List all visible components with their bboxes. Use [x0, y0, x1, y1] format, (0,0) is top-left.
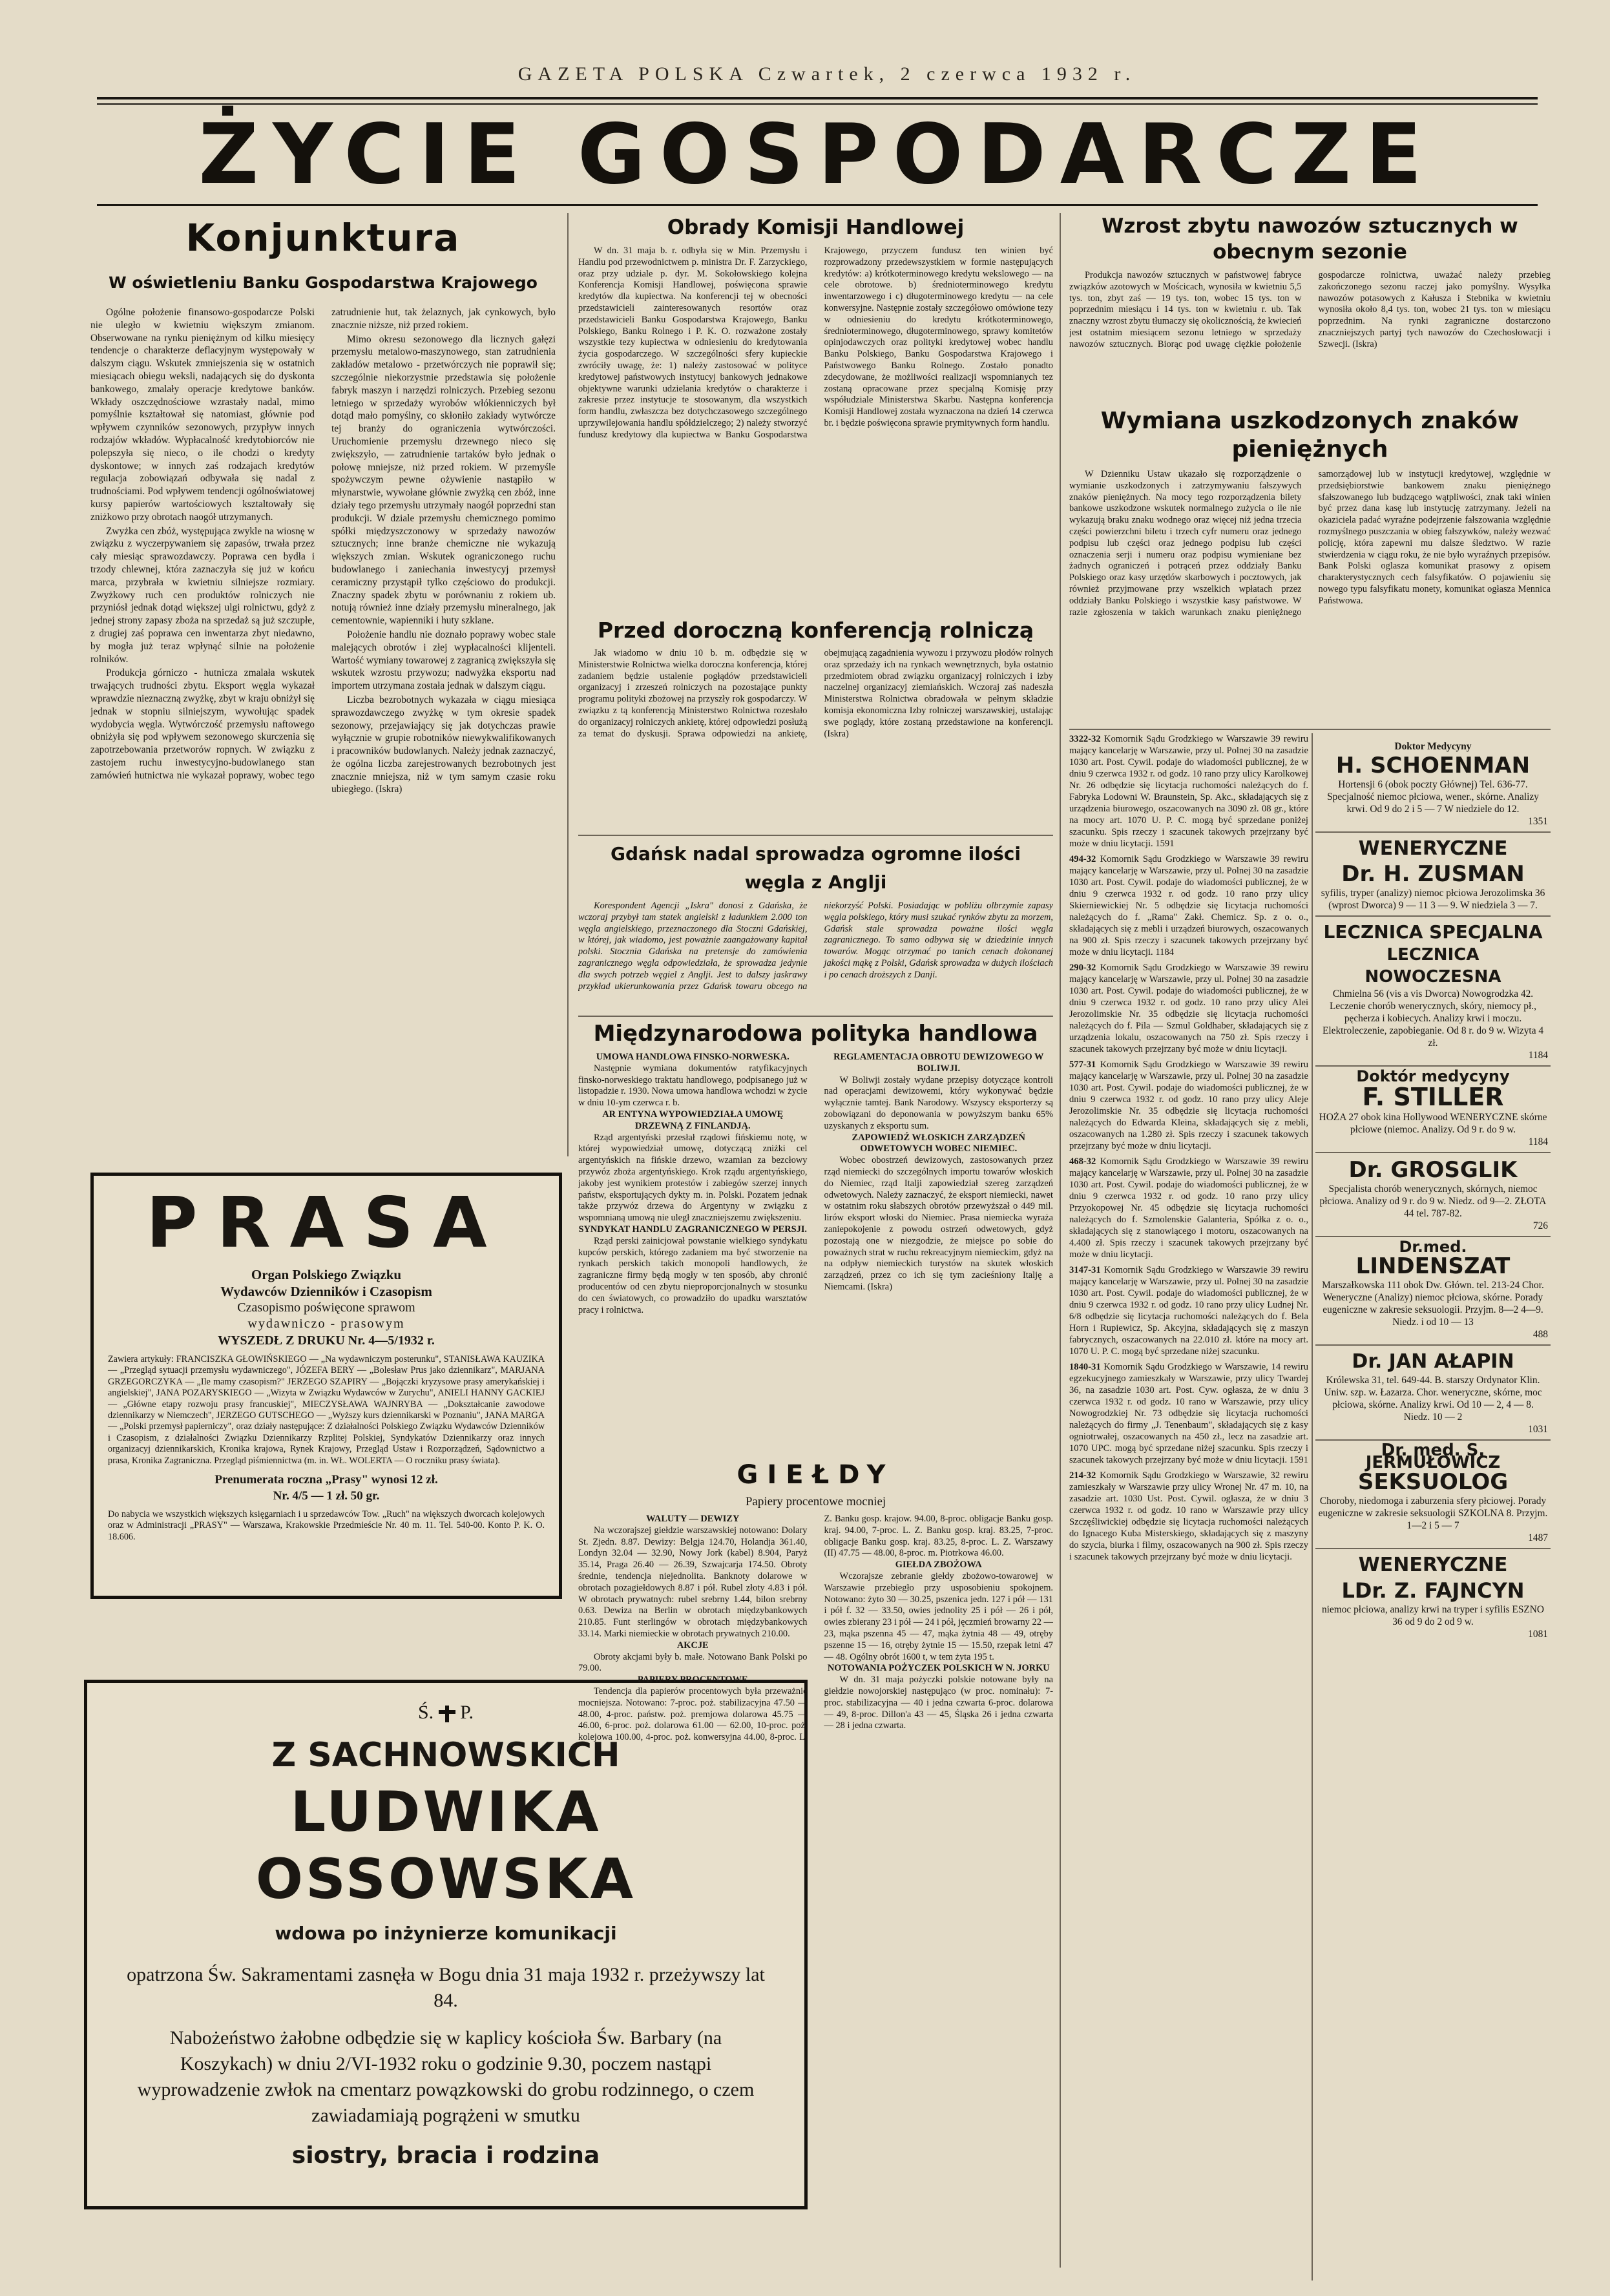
- konjunktura-body: [90, 306, 556, 796]
- doctor-ad: [1315, 1237, 1551, 1346]
- ad-top: WENERYCZNE: [1358, 837, 1508, 860]
- ad-top: Doktor Medycyny: [1394, 741, 1472, 752]
- konjunktura-title: Konjunktura: [185, 216, 461, 260]
- konferencja-article: [578, 617, 1053, 833]
- ad-body: Hortensji 6 (obok poczty Głównej) Tel. 636-77. Specjalność niemoc płciowa, wener., skórne. Analizy krwi. Od 9 do 2 i 5 — 7 W niedziele do 12.: [1327, 779, 1539, 815]
- ad-name: LECZNICA NOWOCZESNA: [1364, 945, 1501, 986]
- prasa-price: Prenumerata roczna „Prasy" wynosi 12 zł.: [214, 1473, 438, 1487]
- court-notice: [1069, 1059, 1308, 1152]
- court-notice: [1069, 733, 1308, 850]
- paragraph: Rząd argentyński przesłał rządowi fińskiemu notę, w której wypowiedział umowę, dotyczącą zniżki cel argentyńskich na fińskie drzewo, wzamian za bezcłowy przywóz zboża argentyńskiego. Krok rządu argentyńskiego, jakoby jest wynikiem protestów i zabiegów szerzej innych państw, eksportujących dykty m. in. Polski. Pozatem jednak także przywóz drzewa do Argentyny w związku z wspomnianą umową nie uległ znaczniejszemu zwiększeniu.: [578, 1132, 808, 1224]
- cross-caption-right: P.: [460, 1702, 474, 1723]
- paragraph: Następnie wymiana dokumentów ratyfikacyjnych finsko-norweskiego traktatu handlowego, podpisanego już w listopadzie r. 1930. Nowa umowa handlowa wchodzi w życie w dniu 10-ym czerwca r. b.: [578, 1063, 808, 1109]
- ad-body: Chmielna 56 (vis a vis Dworca) Nowogrodzka 42. Leczenie chorób wenerycznych, skóry, niemocy pł., pęcherza i kobiecych. Analizy krwi i moczu. Elektroleczenie, zapobieganie. Od 8 r. do 9 w. Wizyta 4 zł.: [1322, 988, 1544, 1049]
- prasa-line: wydawniczo - prasowym: [247, 1317, 405, 1331]
- court-notice: [1069, 1264, 1308, 1357]
- court-notice: [1069, 1156, 1308, 1260]
- subheading: UMOWA HANDLOWA FINSKO-NORWESKA.: [596, 1052, 789, 1062]
- gieldy-section: [578, 1457, 1053, 2277]
- doctor-ad: [1315, 1549, 1551, 1644]
- paragraph: Obroty akcjami były b. małe. Notowano Bank Polski po 79.00.: [578, 1651, 808, 1674]
- ad-code: 1031: [1528, 1424, 1548, 1435]
- ad-code: 1184: [1528, 1050, 1548, 1061]
- ad-name: SEKSUOLOG: [1357, 1469, 1509, 1495]
- subheading: ZAPOWIEDŹ WŁOSKICH ZARZĄDZEŃ ODWETOWYCH WOBEC NIEMIEC.: [852, 1132, 1025, 1154]
- notice-text: Komornik Sądu Grodzkiego w Warszawie 39 rewiru mający kancelarję w Warszawie, przy ul. Polnej 30 na zasadzie 1030 art. Post. Cywil. podaje do wiadomości publicznej, że w dniu 9 czerwca 1932 r. od godz. 10 rano przy ulicy Przyokopowej Nr. 45 odbędzie się licytacja ruchomości należących do f. Szmolenskie Galanteria, Spółka z o. o., składających się z stanowiącego i motoru, oszacowanych na 4.400 zł. Spis rzeczy i szacunek takowych przejrzany być może w dniu licytacji.: [1069, 1156, 1308, 1260]
- konferencja-title: Przed doroczną konferencją rolniczą: [597, 618, 1034, 643]
- paragraph: Produkcja nawozów sztucznych w państwowej fabryce związków azotowych w Mościcach, wynosiła w kwietniu 5,5 tys. ton, zbyt zaś — 19 tys. ton, wobec 15 tys. ton w poprzednim miesiącu i 14 tys. ton w kwietniu r. ub. Tak znaczny wzrost zbytu tłumaczy się okolicznością, że kwiecień jest ostatnim miesiącem sezonu letniego w sprzedaży nawozów sztucznych. Biorąc pod uwagę ciężkie położenie gospodarcze rolnictwa, uważać należy przebieg zakończonego sezonu raczej jako pomyślny. Wysyłka nawozów potasowych z Kałusza i Stebnika w kwietniu wynosiła około 8,4 tys. ton, wobec 21 tys. ton w miesiącu poprzednim. Na rynki zagraniczne dostarczono znaczniejszych partyj tych nawozów do Czechosłowacji i Szwecji. (Iskra): [1069, 270, 1551, 350]
- notice-number: 468-32: [1069, 1156, 1096, 1167]
- ad-body: Choroby, niedomoga i zaburzenia sfery płciowej. Porady eugeniczne w zakresie seksuologii SZKOLNA 8. Przyjm. 1—2 i 5 — 7: [1318, 1496, 1548, 1531]
- court-notice: [1069, 1470, 1308, 1563]
- paragraph: Korespondent Agencji „Iskra" donosi z Gdańska, że wczoraj przybył tam statek angielski z ładunkiem 2.000 ton węgla angielskiego, przeznaczonego dla Stoczni Gdańskiej, w której, jak wiadomo, jest poważnie zaangażowany kapitał polski. Stocznia Gdańska na pretensje do zamówienia zagranicznego węgla odpowiedziała, że sprowadza jedynie dla swych potrzeb węgiel z Anglji. Jest to dalszy jaskrawy przykład ukierunkowania przez Gdańsk towaru obcego na niekorzyść Polski. Posiadając w pobliżu olbrzymie zapasy węgla polskiego, który musi szukać rynków zbytu za morzem, Gdańsk stale sprowadza poważne ilości węgla zagranicznego. To samo odbywa się w dziedzinie innych towarów. Mogąc otrzymać po tanich cenach dokonanej jakości mąkę z Polski, Gdańsk sprowadza w dużych ilościach i po cenach droższych z Danji.: [578, 901, 1053, 992]
- notice-number: 3322-32: [1069, 734, 1101, 744]
- nawozy-title: Wzrost zbytu nawozów sztucznych w obecnym sezonie: [1102, 214, 1518, 264]
- prasa-line: Wydawców Dzienników i Czasopism: [220, 1284, 432, 1299]
- doctor-ad: [1315, 1153, 1551, 1237]
- gieldy-title: GIEŁDY: [737, 1460, 895, 1490]
- nawozy-body: [1069, 270, 1551, 351]
- obrady-body: [578, 245, 1053, 441]
- paragraph: Liczba bezrobotnych wykazała w ciągu miesiąca sprawozdawczego zwyżkę w tym okresie spadek sezonowy, przejawiający się jak dotychczas prawie wyłącznie w grupie robotników niewykwalifikowanych i pracowników budowlanych. Należy jednak zaznaczyć, że ogólna liczba zarejestrowanych bezrobotnych jest znacznie mniejsza, niż w tym samym czasie roku ubiegłego. (Iskra): [331, 694, 556, 795]
- paragraph: Rząd perski zainicjował powstanie wielkiego syndykatu kupców perskich, którego zadaniem ma być stworzenie na rynkach perskich takich monopoli handlowych, że zagraniczne firmy będą mogły w ten sposób, aby chronić producentów od cen zbytu nieproporcjonalnych w stosunku do cen światowych, co prowadziło do upadku warsztatów pracy i rolnictwa.: [578, 1235, 808, 1315]
- ad-top: LECZNICA SPECJALNA: [1323, 921, 1543, 943]
- subheading: REGLAMENTACJA OBROTU DEWIZOWEGO W BOLIWJI.: [833, 1052, 1044, 1074]
- paragraph: Ogólne położenie finansowo-gospodarcze Polski nie uległo w kwietniu większym zmianom. Obserwowane na rynku pieniężnym od kilku miesięcy tendencje o charakterze deflacyjnym występowały w dalszym ciągu. Wskutek zmniejszenia się w ostatnich miesiącach obiegu weksli, nadających się do dyskonta bankowego, zmalały operacje kredytowe banków. Wkłady oszczędnościowe wzrastały nadal, mimo pomyślnie kształtował się natomiast, głównie pod wpływem czynników sezonowych, przypływ innych rodzajów wkładów. Wypłacalność kredytobiorców nie polepszyła się nieco, o ile chodzi o kredyty dyskontowe; w innych zaś rodzajach kredytów regulacja zobowiązań odbywała się nadal z trudnościami. Pod wpływem tendencji ogólnoświatowej kursy papierów wartościowych ksztaltowały się zniżkowo przy obrotach naogół utrzymanych.: [90, 307, 315, 523]
- subheading: AR ENTYNA WYPOWIEDZIAŁA UMOWĘ DRZEWNĄ Z FINLANDJĄ.: [602, 1109, 784, 1131]
- notice-number: 577-31: [1069, 1059, 1096, 1070]
- paragraph: Położenie handlu nie doznało poprawy wobec stale malejących obrotów i złej wypłacalności klijenteli. Wartość wymiany towarowej z zagranicą zwiększyła się wskutek wzrostu przywozu; nadwyżka eksportu nad importem utrzymana została jednak w dalszym ciągu.: [331, 629, 556, 692]
- subheading: NOTOWANIA POŻYCZEK POLSKICH W N. JORKU: [827, 1663, 1050, 1674]
- konjunktura-article: [90, 213, 556, 1143]
- ad-code: 1351: [1528, 816, 1548, 827]
- ad-name: LINDENSZAT: [1355, 1253, 1511, 1279]
- section-title: ŻYCIE GOSPODARCZE: [198, 107, 1436, 203]
- obituary-line1: Z SACHNOWSKICH: [271, 1736, 620, 1775]
- obituary-text1: opatrzona Św. Sakramentami zasnęła w Bogu dnia 31 maja 1932 r. przeżywszy lat 84.: [127, 1964, 765, 2011]
- notice-text: Komornik Sądu Grodzkiego w Warszawie 39 rewiru mający kancelarję w Warszawie, przy ul. Polnej 30 na zasadzie 1030 art. Post. Cywil. podaje do wiadomości publicznej, że w dniu 9 czerwca 1932 r. od godz. 10 rano przy ulicy Ludnej Nr. 6/8 odbędzie się licytacja ruchomości należących do f. Bela Horn i Rupiewicz, Sp. Akcyjna, składających się z maszyn fabrycznych, oszacowanych na 22.010 zł. które na mocy art. 1070 U. P. C. mogą być sprzedane niżej szacunku.: [1069, 1265, 1308, 1357]
- prasa-line: Organ Polskiego Związku: [251, 1267, 402, 1282]
- obrady-title: Obrady Komisji Handlowej: [667, 216, 965, 239]
- ad-top: WENERYCZNE: [1358, 1554, 1508, 1576]
- miedzynarodowa-article: [578, 1019, 1053, 1433]
- ad-name: Dr. GROSGLIK: [1348, 1157, 1518, 1183]
- paragraph: Na wczorajszej giełdzie warszawskiej notowano: Dolary St. Zjedn. 8.87. Dewizy: Belgja 124.70, Holandja 361.40, Londyn 32.04 — 32.90, Nowy Jork (kabel) 8.904, Paryż 35.14, Praga 26.40 — 26.39, Szwajcarja 174.50. Obroty średnie, tendencja niejednolita. Banknoty dolarowe w obrotach pozagiełdowych 8.87 i pół. Rubel złoty 4.83 i pół. W obrotach prywatnych: rubel srebrny 1.44, bilon srebrny 0.63. Dewiza na Berlin w obrotach międzybankowych 210.85. Funt sterlingów w obrotach międzybankowych 33.14. Marki niemieckie w obrotach prywatnych 210.00.: [578, 1525, 808, 1639]
- gdansk-body: [578, 901, 1053, 992]
- cross-icon: [439, 1706, 455, 1722]
- ad-top: Doktór medycyny: [1356, 1067, 1510, 1085]
- column-rule: [1312, 733, 1313, 2280]
- paragraph: Mimo okresu sezonowego dla licznych gałęzi przemysłu metalowo-maszynowego, stan zatrudnienia zakładów metalowo - przetwórczych nie poprawił się; szczególnie niekorzystnie przedstawia się położenie fabryk maszyn i narzędzi rolniczych. Przebieg sezonu letniego w sprzedaży wyrobów włókienniczych był dotąd mało pomyślny, co skłoniło zakłady wytwórcze tej branży do ograniczenia wytwórczości. Uruchomienie przemysłu drzewnego nieco się zwiększyło, — zatrudnienie tartaków było jednak o połowę mniejsze, niż przed rokiem. W przemyśle spożywczym pewne ożywienie nastąpiło w młynarstwie, wywołane głównie zwyżką cen zbóż, inne działy tego przemysłu utrzymały naogół poprzedni stan produkcji. W dziale przemysłu chemicznego pomimo spółki międzyszczonowy w sprzedaży nawozów sztucznych; inne branże chemiczne nie wykazują większych zmian. Wskutek ograniczonego ruchu budowlanego i zaniechania inwestycyj przemysł ceramiczny przystąpił tylko częściowo do produkcji. Znaczny spadek zbytu w porównaniu z rokiem ub. notują również inne działy przemysłu mineralnego, jak cementownie, wapienniki i huty szklane.: [331, 333, 556, 627]
- doctor-ads: [1315, 736, 1551, 2280]
- doctor-ad: [1315, 917, 1551, 1067]
- ad-name: Dr. JAN AŁAPIN: [1352, 1350, 1514, 1373]
- court-notices: [1069, 733, 1308, 2280]
- obituary-text2: Nabożeństwo żałobne odbędzie się w kaplicy kościoła Św. Barbary (na Koszykach) w dniu 2/VI-1932 roku o godzinie 9.30, poczem nastąpi wyprowadzenie zwłok na cmentarz powązkowski do grobu rodzinnego, o czem zawiadamiają pogrążeni w smutku: [137, 2027, 755, 2126]
- running-head: GAZETA POLSKA Czwartek, 2 czerwca 1932 r.: [518, 63, 1136, 85]
- ad-body: Marszałkowska 111 obok Dw. Główn. tel. 213-24 Chor. Weneryczne (Analizy) niemoc płciowa, skórne. Porady eugeniczne w zakresie seksuologii. Przyjm. 8—2 4—9. Niedz. i od 10 — 13: [1322, 1280, 1544, 1328]
- gieldy-subtitle: Papiery procentowe mocniej: [745, 1495, 886, 1508]
- subheading: WALUTY — DEWIZY: [646, 1514, 740, 1524]
- obituary-line2: wdowa po inżynierze komunikacji: [275, 1923, 617, 1944]
- ad-code: 1487: [1528, 1532, 1548, 1543]
- ad-top: Dr.med.: [1399, 1238, 1467, 1256]
- ad-code: 1081: [1528, 1629, 1548, 1640]
- prasa-contents: Zawiera artykuły: FRANCISZKA GŁOWIŃSKIEGO — „Na wydawniczym posterunku", STANISŁAWA KAUZIKA — „Przegląd sytuacji przemysłu wydawniczego", JÓZEFA BERY — „Bolesław Prus jako dziennikarz", MARJANA GRZEGORCZYKA — „Ile mamy czasopism?" JERZEGO SZAPIRY — „Bojączki kryzysowe prasy amerykańskiej i angielskiej", JANA POZARYSKIEGO — „Wizyta w Związku Wydawców w Zurychu", ANIELI HANNY GACKIEJ — „Główne etapy rozwoju prasy francuskiej", MIECZYSŁAWA WAJNRYBA — „Dokształcanie zawodowe dziennikarzy w Niemczech", JERZEGO GUTSCHEGO — „Wyższy kurs dziennikarski w Poznaniu", JANA MARGA — „Polski przemysł papierniczy", oraz działy następujące: Z działalności Polskiego Związku Wydawców Dzienników i Czasopism, z działalności Związku Dziennikarzy Rzplitej Polskiej, Syndykatów Dziennikarzy oraz innych organizacyj dziennikarskich, Kronika krajowa, Rynek Krajowy, Przegląd Ustaw i Rozporządzeń, Sądownictwo a prasa, Kronika Zagraniczna. Przegląd piśmiennictwa (m. in. WŁ. WOLERTA — O roczniku prasy świata).: [108, 1354, 545, 1466]
- paragraph: Wobec obostrzeń dewizowych, zastosowanych przez rząd niemiecki do szczególnych importu towarów włoskich do Niemiec, rząd Italji zapowiedział szereg zarządzeń odwetowych. Należy zaznaczyć, że eksport niemiecki, nawet w ostatnim roku słabszych obrotów przewyższał o 449 mil. lirów eksport włoski do Niemiec. Prasa niemiecka wyraża zaniepokojenie z powodu ostrzeń odwetowych, gdyż pozostają one w niezgodzie, że miejsce po sobie do poważnych strat w ruchu rekreacyjnym niemieckim, gdyż na na odpływ niemieckich turystów na skutek włoskich zarządzeń, przez co ich się tym zacieśniony Italję a Niemcami. (Iskra): [824, 1155, 1053, 1292]
- konferencja-body: [578, 648, 1053, 740]
- gdansk-article: [578, 840, 1053, 1014]
- subheading: AKCJE: [676, 1640, 709, 1651]
- paragraph: W Boliwji zostały wydane przepisy dotyczące kontroli nad operacjami dewizowemi, który wykonywać będzie wyłącznie tamtej. Bank Narodowy. Wszyscy eksporterzy są zobowiązani do deponowania w powyższym banku 65% uzyskanych z eksportu sum.: [824, 1074, 1053, 1131]
- notice-text: Komornik Sądu Grodzkiego w Warszawie 39 rewiru mający kancelarję w Warszawie, przy ul. Polnej 30 na zasadzie 1030 art. Post. Cywil. podaje do wiadomości publicznej, że w dniu 9 czerwca 1932 r. od godz. 10 rano przy ulicy Karolkowej Nr. 26 odbędzie się licytacja ruchomości należących do f. Fabryka Lodowni W. Braunstein, Sp. Akc., składających się z urządzenia biurowego, oszacowanych na 3090 zł. 08 gr., które na mocy art. 1070 U. P. C. mogą być sprzedane poniżej szacunku. Spis rzeczy i szacunek takowych przejrzany być może w dniu licytacji. 1591: [1069, 734, 1308, 849]
- gieldy-body: [578, 1514, 1053, 1744]
- notice-text: Komornik Sądu Grodzkiego w Warszawie 39 rewiru mający kancelarję w Warszawie, przy ul. Polnej 30 na zasadzie 1030 art. Post. Cywil. podaje do wiadomości publicznej, że w dniu 9 czerwca 1932 r. od godz. 10 rano przy ulicy Aleje Jerozolimskie Nr. 35 odbędzie się licytacja ruchomości należących do Edwarda Kleina, składających się z mebli, oszacowanych na 1.280 zł. Spis rzeczy i szacunek takowych przejrzany być może w dniu licytacji.: [1069, 1059, 1308, 1151]
- doctor-ad: [1315, 736, 1551, 833]
- subheading: SYNDYKAT HANDLU ZAGRANICZNEGO W PERSJI.: [578, 1224, 808, 1235]
- notice-number: 290-32: [1069, 963, 1096, 973]
- section-rule: [578, 1016, 1053, 1017]
- prasa-title: PRASA: [146, 1183, 507, 1264]
- ad-name: LDr. Z. FAJNCYN: [1341, 1578, 1525, 1603]
- ad-code: 488: [1532, 1329, 1548, 1340]
- notice-number: 1840-31: [1069, 1362, 1101, 1372]
- ad-body: Królewska 31, tel. 649-44. B. starszy Ordynator Klin. Uniw. szp. w. Łazarza. Chor. weneryczne, skórne, moc płciowa, skórne. Analizy krwi. Od 10 — 2, 4 — 8. Niedz. 10 — 2: [1324, 1375, 1542, 1423]
- notice-text: Komornik Sądu Grodzkiego w Warszawie 39 rewiru mający kancelarję w Warszawie, przy ul. Polnej 30 na zasadzie 1030 art. Post. Cywil. podaje do wiadomości publicznej, że w dniu 9 czerwca 1932 r. od godz. 10 rano przy ulicy Skierniewickiej Nr. 5 odbędzie się licytacja ruchomości należących do f. „Rama" Zakł. Chemicz. Sp. z o. o., składających się z mebli i urządzeń biurowych, oszacowanych na 900 zł. Spis rzeczy i szacunek takowych przejrzany być może w dniu licytacji. 1184: [1069, 854, 1308, 957]
- court-notice: [1069, 853, 1308, 958]
- ad-name: Dr. H. ZUSMAN: [1341, 861, 1525, 887]
- notice-number: 214-32: [1069, 1470, 1096, 1481]
- column-rule: [1060, 213, 1061, 2268]
- znaki-body: [1069, 469, 1551, 618]
- notice-number: 3147-31: [1069, 1265, 1101, 1275]
- section-rule: [578, 835, 1053, 836]
- ad-body: Specjalista chorób wenerycznych, skórnych, niemoc płciowa. Analizy od 9 r. do 9 w. Niedz. od 9—2. ZŁOTA 44 tel. 787-82.: [1319, 1184, 1547, 1219]
- notice-text: Komornik Sądu Grodzkiego w Warszawie, 14 rewiru egzekucyjnego zamieszkały w Warszawie, przy ulicy Twardej 36, na zasadzie 1030 art. Post. Cyw. ogłasza, że w dniu 3 czerwca 1932 r. od godz. 10 rano w Warszawie, przy ulicy Nowogrodzkiej Nr. 73 odbędzie się licytacja ruchomości należących do firmy „J. Tenenbaum", składających się z kasy ogniotrwałej, oszacowanych na 450 zł., lecz na zasadzie art. 1070 UPC. mogą być sprzedane niżej szacunku. Spis rzeczy i szacunek takowych przejrzany być może w dniu licytacji. 1591: [1069, 1362, 1308, 1465]
- paragraph: Zwyżka cen zbóż, występująca zwykle na wiosnę w związku z wyczerpywaniem się zapasów, trwała przez cały miesiąc sprawozdawczy. Poprawa cen bydła i trzody chlewnej, która zaznaczyła się już w końcu marca, przybrała w kwietniu silniejsze rozmiary. Zwyżkowy ruch cen produktów rolniczych nie przyniósł jednak dotąd większej ulgi rolnictwu, gdyż z jednej strony zapasy zboża na sprzedaż są już szczupłe, z drugiej zaś poprawa cen inwentarza zbyt niedawno, by mogła już teraz wpłynąć silnie na położenie rolników.: [90, 525, 315, 665]
- prasa-issue: WYSZEDŁ Z DRUKU Nr. 4—5/1932 r.: [218, 1333, 435, 1348]
- paragraph: Produkcja górniczo - hutnicza zmalała wskutek trwających trudności zbytu. Eksport węgla wykazał wprawdzie nieznaczną zwyżkę, zbyt w kraju obniżył się jednak w stopniu silniejszym, wywołując spadek wydobycia węgla. Wytwórczość przemysłu naftowego obniżyła się pod wpływem sezonowego skurczenia się zapotrzebowania przetworów ropnych. W związku z zastojem ruchu inwestycyjno-budowlanego stan zamówień hutnictwa nie wykazał poprawy, wobec tego zatrudnienie hut, tak żelaznych, jak cynkowych, było znacznie niższe, niż przed rokiem.: [90, 307, 556, 781]
- gdansk-title: Gdańsk nadal sprowadza ogromne ilości węgla z Anglji: [611, 843, 1021, 893]
- notice-text: Komornik Sądu Grodzkiego w Warszawie 39 rewiru mający kancelarję w Warszawie, przy ul. Polnej 30 na zasadzie 1030 art. Post. Cywil. podaje do wiadomości publicznej, że w dniu 9 czerwca 1932 r. od godz. 10 rano przy ulicy Alei Jerozolimskie Nr. 35 odbędzie się licytacja ruchomości należących do f. Pila — Szmul Goldhaber, składających się z urządzenia lokalu, oszacowanych na 750 zł. Spis rzeczy i szacunek takowych przejrzany być może w dniu licytacji.: [1069, 963, 1308, 1054]
- doctor-ad: [1315, 833, 1551, 917]
- ad-body: syfilis, tryper (analizy) niemoc płciowa Jerozolimska 36 (wprost Dworca) 9 — 11 3 — 9. W niedziela 3 — 7.: [1321, 888, 1545, 911]
- notice-number: 494-32: [1069, 854, 1096, 864]
- ad-name: F. STILLER: [1362, 1083, 1504, 1111]
- ad-body: HOŻA 27 obok kina Hollywood WENERYCZNE skórne płciowe (niemoc. Analizy. Od 9 r. do 9 w.: [1319, 1112, 1547, 1135]
- ad-code: 726: [1532, 1220, 1548, 1231]
- miedzynarodowa-title: Międzynarodowa polityka handlowa: [593, 1021, 1038, 1047]
- column-rule: [567, 213, 569, 1156]
- prasa-line: Czasopismo poświęcone sprawom: [237, 1300, 415, 1315]
- konjunktura-subtitle: W oświetleniu Banku Gospodarstwa Krajowego: [109, 273, 538, 292]
- prasa-issue-price: Nr. 4/5 — 1 zł. 50 gr.: [273, 1489, 380, 1503]
- znaki-title: Wymiana uszkodzonych znaków pieniężnych: [1100, 408, 1520, 463]
- paragraph: W Dzienniku Ustaw ukazało się rozporządzenie o wymianie uszkodzonych i zatrzymywaniu fałszywych znaków pieniężnych. Na mocy tego rozporządzenia bilety bankowe uszkodzone wskutek normalnego zużycia o ile nie wykazują braku znaku wodnego oraz więcej niż jedna trzecia części powierzchni biletu i trzech cyfr numeru oraz jednego podpisu lub części oraz jednego podpisu lub części oznaczenia serji i numeru oraz podpisu wymieniane bez żadnych ograniczeń i potrąceń przez oddziały Banku Polskiego oraz kasy urzędów skarbowych i pocztowych, jak również przyjmowane przy wszelkich wpłatach przez oddziały Banku Polskiego i wszystkie kasy państwowe. W razie zgłoszenia w takich warunkach znaku pieniężnego samorządowej lub w instytucji kredytowej, względnie w przedsiębiorstwie bankowem znaku pieniężnego sfałszowanego lub budzącego wątpliwości, znak taki winien być przez dana kasę lub instytucję zatrzymany. Jeżeli na okaziciela padać wyraźne podejrzenie fałszowania względnie rozmyślnego puszczania w obieg fałszywków, należy wezwać policję, która zapewni mu dalsze śledztwo. W razie stwierdzenia w ciągu roku, że nie było wyraźnych przepisów. Bank Polski oglasza komunikat prasowy z opisem charakterystycznych cech falsyfikatów. O pojawieniu się nowego typu falsyfikatu monety, komunikat ogłasza Mennica Państwowa.: [1069, 469, 1551, 618]
- miedzynarodowa-body: [578, 1052, 1053, 1316]
- top-rule: [97, 97, 1538, 99]
- subheading: PAPIERY PROCENTOWE: [637, 1675, 748, 1685]
- prasa-advertisement: [90, 1173, 562, 1599]
- subheading: GIEŁDA ZBOŻOWA: [895, 1560, 982, 1571]
- court-notice: [1069, 1361, 1308, 1466]
- paragraph: W dn. 31 maja b. r. odbyła się w Min. Przemysłu i Handlu pod przewodnictwem p. ministra Dr. F. Zarzyckiego, oraz przy udziale p. dyr. M. Sokołowskiego kolejna Konferencja Komisji Handlowej, poświęcona sprawie kredytów dla kupiectwa. Na konferencji tej w obecności przedstawicieli zainteresowanych resortów oraz przedstawicieli Banku Gospodarstwa Krajowego, Banku Polskiego, Banku Rolnego i P. K. O. rozważone zostały wszystkie tezy kupiectwa w odniesieniu do kredytowania życia gospodarczego. W szczególności sfery kupieckie zwróciły uwagę, że: 1) należy zastosować w polityce kredytowej państwowych instytucyj bankowych jednakowe objektywne warunki udzielania kredytów o charakterze i zakresie przez instytucje te stosowanym, dla wszystkich form handlu, zwłaszcza bez dotychczasowego szczególnego uprzywilejowania handlu spółdzielczego; 2) należy stworzyć fundusz kredytowy dla kupiectwa w Banku Gospodarstwa Krajowego, przyczem fundusz ten winien być rozprowadzony przedewszystkiem w formie następujących kredytów: a) krótkoterminowego kredytu wekslowego — na cele obrotowe. b) średnioterminowego kredytu inwentarzowego i c) długoterminowego kredytu — na cele konwersyjne. Następnie zostały szczegółowo omówione tezy w odniesieniu do kredytu krótkoterminowego, średnioterminowego, długoterminowego, sprawy komitetów opinjodawczych oraz polityki kredytowej wobec handlu Banku Polskiego, Banku Gospodarstwa Krajowego i Państwowego Banku Rolnego. Zostało ponadto zdecydowane, że możliwości realizacji wspomnianych tez zostaną opracowane przez specjalną Komisję przy współudziale Ministerstwa Skarbu. Następna konferencja Komisji Handlowej została wyznaczona na dzień 14 czerwca br. i będzie poświęcona sprawie prymitywnych form handlu.: [578, 245, 1053, 440]
- ad-code: 1184: [1528, 1136, 1548, 1147]
- masthead-rule: [97, 204, 1538, 206]
- paragraph: Wczorajsze zebranie giełdy zbożowo-towarowej w Warszawie przebiegło przy usposobieniu spokojnem. Notowano: żyto 30 — 30.25, pszenica jedn. 127 i pół — 131 i pół f. 32 — 33.50, owies jednolity 25 i pół — 26 i pół, owies zbierany 23 i pół — 24 i pół, jęczmień browarny 22 — 23, mąka pszenna 45 — 47, mąka żytnia 48 — 49, otręby pszenne 15 — 16, otręby żytnie 15 — 15.50, rzepak letni 47 — 48. Ogólny obrót 1600 t, w tem żyta 195 t.: [824, 1571, 1053, 1662]
- paragraph: Tendencja dla papierów procentowych była przeważnie mocniejsza. Notowano: 7-proc. poż. stabilizacyjna 47.50 — 48.00, 4-proc. państw. poż. premjowa dolarowa 45.75 — 46.00, 6-proc. poż. dolarowa 61.00 — 62.00, 10-proc. poż. kolejowa 100.00, 4-proc. poż. konwersyjna 44.00, 8-proc. L. Z. Banku gosp. krajow. 94.00, 8-proc. obligacje Banku gosp. kraj. 94.00, 7-proc. L. Z. Banku gosp. kraj. 83.25, 7-proc. obligacje Banku gosp. kraj. 83.25, 8-proc. L. Z. Warszawy (II) 47.75 — 48.00, 8-proc. m. Piotrkowa 46.00.: [578, 1514, 1053, 1743]
- nawozy-article: [1069, 213, 1551, 420]
- doctor-ad: [1315, 1067, 1551, 1153]
- obituary-signature: siostry, bracia i rodzina: [291, 2142, 600, 2169]
- court-notice: [1069, 962, 1308, 1055]
- notice-text: Komornik Sądu Grodzkiego w Warszawie, 32 rewiru zamieszkały w Warszawie przy ulicy Wronej Nr. 47 m. 10, na zasadzie art. 1030 Ust. Post. Cywil. ogłasza, że w dniu 3 czerwca 1932 r. od godz. 10 rano w Warszawie przy ulicy Szczęśliwickiej odbędzie się licytacja ruchomości należących do Ignacego Kuba Misterskiego, składających się z maszyny do szycia, biurka i filmy, oszacowanych na 900 zł. Spis rzeczy i szacunek takowych przejrzany być może w dniu licytacji.: [1069, 1470, 1308, 1562]
- paragraph: W dn. 31 maja pożyczki polskie notowane były na giełdzie nowojorskiej następująco (w proc. nominału): 7-proc. stabilizacyjna — 40 i jedna czwarta 6-proc. dolarowa — 49, 8-proc. Dillon'a 43 — 45, Śląska 26 i jedna czwarta — 28 i jedna czwarta.: [824, 1675, 1053, 1731]
- doctor-ad: [1315, 1441, 1551, 1549]
- znaki-article: [1069, 407, 1551, 724]
- ad-name: H. SCHOENMAN: [1335, 753, 1531, 778]
- top-rule-thin: [97, 103, 1538, 105]
- ad-body: niemoc płciowa, analizy krwi na tryper i syfilis ESZNO 36 od 9 do 2 od 9 w.: [1321, 1604, 1545, 1627]
- section-rule: [1069, 729, 1551, 730]
- cross-caption-left: Ś.: [417, 1702, 434, 1723]
- prasa-where: Do nabycia we wszystkich większych księgarniach i u sprzedawców Tow. „Ruch" na większych dworcach kolejowych oraz w Administracji „PRASY" — Warszawa, Krakowskie Przedmieście Nr. 40 m. 11. Tel. 540-00. Konto P. K. O. 18.606.: [108, 1509, 545, 1542]
- ad-top: Dr. med. S. JERMUŁOWICZ: [1365, 1441, 1501, 1472]
- doctor-ad: [1315, 1346, 1551, 1441]
- obituary-name: LUDWIKA OSSOWSKA: [255, 1780, 636, 1912]
- paragraph: Jak wiadomo w dniu 10 b. m. odbędzie się w Ministerstwie Rolnictwa wielka doroczna konferencja, której zadaniem będzie ustalenie pogłądów przedstawicieli organizacyj i zrzeszeń rolniczych na pozostające punkty programu polityki zbożowej na przyszły rok gospodarczy. W związku z tą konferencją Ministerstwo Rolnictwa rozesłało do organizacyj rolniczych ankietę, której odpowiedzi posłużą za temat do dyskusji. Sprawa odpowiedzi na ankietę, obejmującą zagadnienia wywozu i przywozu płodów rolnych oraz sprzedaży ich na rynkach wewnętrznych, była ostatnio przedmiotem obrad związku organizacyj rolniczych i izby naczelnej organizacyj ziemiańskich. Wczoraj zaś nadeszła Ministerstwa Rolnictwa obradowała w pełnym składzie komisja ekonomiczna Izby rolniczej warszawskiej, ustalając swe poglądy, które zostaną przedstawione na konferencji. (Iskra): [578, 648, 1053, 739]
